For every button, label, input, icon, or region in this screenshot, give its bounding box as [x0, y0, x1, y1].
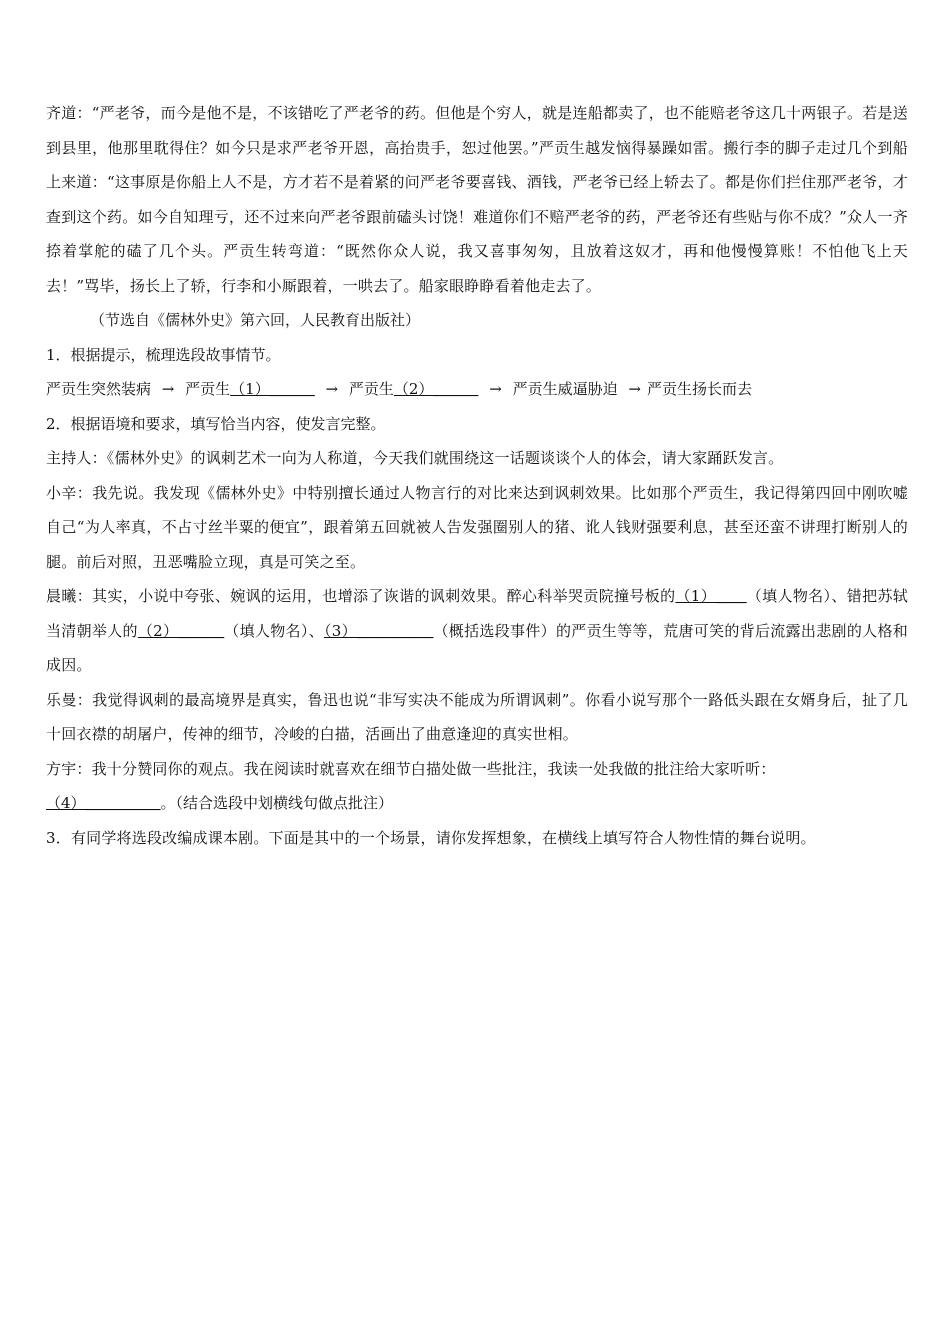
arrow-icon: → — [628, 380, 641, 398]
answer-blank-q2-3[interactable]: （3）＿＿＿＿＿ — [323, 621, 434, 640]
plot-step-1: 严贡生突然装病 — [46, 380, 152, 398]
answer-blank-q1-2[interactable]: （2）＿＿＿ — [393, 380, 479, 398]
speaker-chenxi — [46, 579, 908, 683]
chenxi-text-c: （填人物名）、 — [224, 621, 324, 640]
arrow-icon: → — [161, 380, 175, 398]
plot-flow — [46, 372, 908, 407]
answer-blank-q2-2[interactable]: （2）＿＿＿ — [137, 621, 225, 640]
answer-blank-q1-1[interactable]: （1）＿＿＿ — [230, 380, 315, 398]
plot-step-5: 严贡生扬长而去 — [646, 380, 752, 398]
question-1-prompt: 1．根据提示，梳理选段故事情节。 — [46, 345, 281, 364]
passage-source: （节选自《儒林外史》第六回，人民教育出版社） — [90, 311, 421, 329]
passage-text: 齐道：“严老爷，而今是他不是，不该错吃了严老爷的药。但他是个穷人，就是连船都卖了，也不能赔老爷这几十两银子。若是送到县里，他那里耽得住？如今只是求严老爷开恩，高抬贵手，恕过他罢。”严贡生越发恼得暴躁如雷。搬行李的脚子走过几个到船上来道：“这事原是你船上人不是，方才若不是着紧的问严老爷要喜钱、酒钱，严老爷已经上轿去了。都是你们拦住那严老爷，才查到这个药。如今自知理亏，还不过来向严老爷跟前磕头讨饶！难道你们不赔严老爷的药，严老爷还有些贴与你不成？”众人一齐捺着掌舵的磕了几个头。严贡生转弯道：“既然你众人说，我又喜事匆匆，且放着这奴才，再和他慢慢算账！不怕他飞上天去！”骂毕，扬长上了轿，行李和小厮跟着，一哄去了。船家眼睁睁看着他走去了。 — [46, 104, 908, 295]
chenxi-text-d: （概括选段事件）的严贡生等等，荒唐可笑的背后流露出悲剧的人格和成因。 — [46, 621, 908, 674]
document-page — [46, 96, 908, 855]
speaker-xiaoxin: 小辛：我先说。我发现《儒林外史》中特别擅长通过人物言行的对比来达到讽刺效果。比如那个严贡生，我记得第四回中刚吹嘘自己“为人率真，不占寸丝半粟的便宜”，跟着第五回就被人告发强圈别人的猪、讹人钱财强要利息，甚至还蛮不讲理打断别人的腿。前后对照，丑恶嘴脸立现，真是可笑之至。 — [46, 483, 908, 571]
fangyu-answer-tail: 。（结合选段中划横线句做点批注） — [160, 794, 394, 812]
question-2-prompt: 2．根据语境和要求，填写恰当内容，使发言完整。 — [46, 414, 386, 433]
fangyu-answer-line — [46, 786, 908, 821]
chenxi-text-b: （填人物名）、错把苏轼当清朝举人的 — [46, 587, 908, 640]
plot-step-3-prefix: 严贡生 — [348, 380, 394, 398]
speaker-leman: 乐曼：我觉得讽刺的最高境界是真实，鲁迅也说“非写实决不能成为所谓讽刺”。你看小说写那个一路低头跟在女婿身后，扯了几十回衣襟的胡屠户，传神的细节，冷峻的白描，活画出了曲意逢迎的真实世相。 — [46, 690, 908, 743]
chenxi-text-a: 晨曦：其实，小说中夸张、婉讽的运用，也增添了诙谐的讽刺效果。醉心科举哭贡院撞号板的 — [46, 587, 676, 605]
question-3-prompt: 3．有同学将选段改编成课本剧。下面是其中的一个场景，请你发挥想象，在横线上填写符合人物性情的舞台说明。 — [46, 828, 816, 847]
speaker-fangyu: 方宇：我十分赞同你的观点。我在阅读时就喜欢在细节白描处做一些批注，我读一处我做的批注给大家听听： — [46, 759, 776, 778]
plot-step-4: 严贡生威逼胁迫 — [512, 380, 618, 398]
answer-blank-q2-4[interactable]: （4）＿＿＿＿＿ — [46, 794, 161, 812]
arrow-icon: → — [489, 380, 502, 398]
speaker-host: 主持人：《儒林外史》的讽刺艺术一向为人称道，今天我们就围绕这一话题谈谈个人的体会，请大家踊跃发言。 — [46, 449, 784, 467]
plot-step-2-prefix: 严贡生 — [185, 380, 231, 398]
arrow-icon: → — [325, 380, 339, 398]
answer-blank-q2-1[interactable]: （1）＿＿ — [675, 587, 747, 605]
